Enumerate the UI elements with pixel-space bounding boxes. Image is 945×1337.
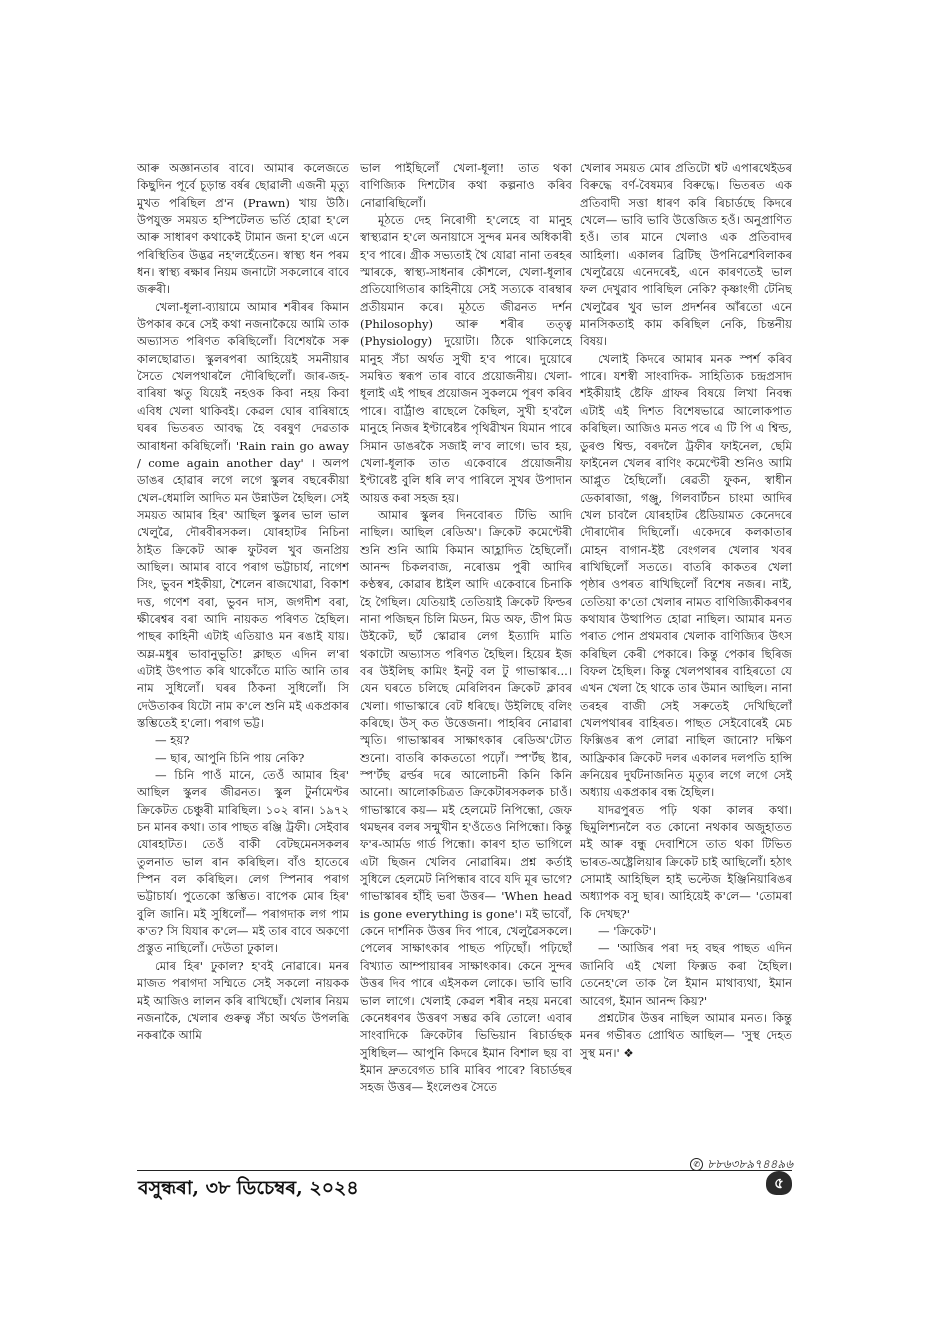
phone-number: ৮৮৬৩৮৯৭৪৪৯৬ (707, 1157, 793, 1171)
text-column-3 (580, 160, 792, 1152)
paragraph: আমাৰ স্কুলৰ দিনবোৰত টিভি আদি নাছিল। আছিল ৰেডিঅ'। ক্ৰিকেট কমেণ্টেৰী শুনি শুনি আমি কিমান আহ্লাদিত হৈছিলোঁ। আনন্দ চিকলবাজ, নৰোত্তম পুৰী আদিৰ কণ্ঠস্বৰ, কোৱাৰ ষ্টাইল আদি একেবাৰে চিনাকি হৈ গৈছিল। যেতিয়াই তেতিয়াই ক্ৰিকেট ফিল্ডৰ নানা পজিছন চিলি মিডন, মিড অফ, ডীপ মিড উইকেট, ছৰ্ট স্কোৱাৰ লেগ ইত্যাদি মাতি থকাটো অভ্যাসত পৰিণত হৈছিল। হিয়েৰ ইজ বৰ উইলিছ কামিং ইনটু বল টু গাভাস্কাৰ...। যেন ঘৰতে চলিছে মেৰিলিবন ক্ৰিকেট ক্লাবৰ খেলা। গাভাস্কাৰে বেট ধৰিছে। উইলিছে বলিং কৰিছে। উস্ কত উত্তেজনা। পাহৰিব নোৱাৰা স্মৃতি। গাভাস্কাৰৰ সাক্ষাৎকাৰ ৰেডিঅ'টোত শুনো। বাতৰি কাকততো পঢ়োঁ। স্প'ৰ্টছ ষ্টাৰ, স্প'ৰ্টছ ৱৰ্ল্ডৰ দৰে আলোচনী কিনি কিনি আনো। আলোকচিত্ৰত ক্ৰিকেটাৰসকলক চাওঁ। গাভাস্কাৰে কয়— মই হেলমেট নিপিন্ধো, জেফ থমছনৰ বলৰ সন্মুখীন হ'ওঁতেও নিপিন্ধো। কিন্তু ফ'ৰ-আৰ্মড গাৰ্ড পিন্ধো। কাৰণ হাত ভাগিলে এটা ছিজন খেলিব নোৱাৰিম। প্ৰশ্ন কৰ্তাই সুধিলে হেলমেট নিপিন্ধাৰ বাবে যদি মূৰ ভাগে? গাভাস্কাৰৰ হাঁহি ভৰা উত্তৰ— 'When head is gone everything is gone'। মই ভাবোঁ, কেনে দাৰ্শনিক উত্তৰ দিব পাৰে, খেলুৱৈসকলে। পেলেৰ সাক্ষাৎকাৰ পাছত পঢ়িছোঁ। পঢ়িছোঁ বিখ্যাত আম্পায়াৰৰ সাক্ষাৎকাৰ। কেনে সুন্দৰ উত্তৰ দিব পাৰে এইসকল লোকে। ভাবি ভাবি ভাল লাগে। খেলাই কেৱল শৰীৰ নহয় মনৰো কেনেধৰণৰ উত্তৰণ সম্ভৱ কৰি তোলে! এবাৰ সাংবাদিকে ক্ৰিকেটাৰ ভিভিয়ান ৰিচাৰ্ডছক সুধিছিল— আপুনি কিদৰে ইমান বিশাল ছয় বা ইমান দ্ৰুতবেগত চাৰি মাৰিব পাৰে? ৰিচাৰ্ডছৰ সহজ উত্তৰ— ইংলেণ্ডৰ সৈতে (360, 507, 572, 1095)
paragraph: খেলাই কিদৰে আমাৰ মনক স্পৰ্শ কৰিব পাৰে। যশস্বী সাংবাদিক- সাহিত্যিক চন্দ্ৰপ্ৰসাদ শইকীয়াই ষ্টেফি গ্ৰাফৰ বিষয়ে লিখা নিবন্ধ এটাই এই দিশত বিশেষভাৱে আলোকপাত কৰিছিল। আজিও মনত পৰে এ টি পি এ শ্বিল্ড, ডুৰণ্ড শ্বিল্ড, বৰদলৈ ট্ৰফীৰ ফাইনেল, ছেমি ফাইনেল খেলৰ ৰাণিং কমেণ্টেৰী শুনিও আমি আপ্লুত হৈছিলোঁ। ৰেৱতী ফুকন, স্বাধীন ডেকাৰাজা, গঞ্জু, গিলবাৰ্টচন চাংমা আদিৰ খেল চাবলৈ যোৰহাটৰ ষ্টেডিয়ামত কেনেদৰে দৌৰাদৌৰ দিছিলোঁ। একেদৰে কলকাতাৰ মোহন বাগান-ইষ্ট বেংগলৰ খেলাৰ খবৰ ৰাখিছিলোঁ সততে। বাতৰি কাকতৰ খেলা পৃষ্ঠাৰ ওপৰত ৰাখিছিলোঁ বিশেষ নজৰ। নাই, তেতিয়া ক'তো খেলাৰ নামত বাণিজ্যিকীকৰণৰ কথাযাৰ উত্থাপিত হোৱা নাছিল। আমাৰ মনত পৰাত পোন প্ৰথমবাৰ খেলাক বাণিজ্যিৰ উৎস কৰিছিল কেৰী পেকাৰে। কিন্তু পেকাৰ ছিৰিজ বিফল হৈছিল। কিন্তু খেলপথাৰৰ বাহিৰতো যে এখন খেলা হৈ থাকে তাৰ উমান আছিল। নানা তৰহৰ বাজী সেই সৰুতেই দেখিছিলোঁ খেলপথাৰৰ বাহিৰত। পাছত সেইবোৰেই মেচ ফিক্সিঙৰ ৰূপ লোৱা নাছিল জানো? দক্ষিণ আফ্ৰিকাৰ ক্ৰিকেট দলৰ একালৰ দলপতি হান্সি ক্ৰনিয়েৰ দুৰ্ঘটনাজনিত মৃত্যুৰ লগে লগে সেই অধ্যায় একপ্ৰকাৰ বন্ধ হৈছিল। (580, 351, 792, 800)
paragraph: — হয়? (155, 733, 190, 748)
paragraph: প্ৰশ্নটোৰ উত্তৰ নাছিল আমাৰ মনত। কিন্তু মনৰ গভীৰত প্ৰোথিত আছিল— 'সুস্থ দেহত সুস্থ মন।' ❖ (580, 1010, 792, 1060)
paragraph: আৰু অজ্ঞানতাৰ বাবে। আমাৰ কলেজতে কিছুদিন পূৰ্বে চূড়ান্ত বৰ্ষৰ ছোৱালী এজনী মৃত্যু মুখত পৰিছিল প্ৰ'ন (Prawn) খায় উঠি। উপযুক্ত সময়ত হস্পিটেলত ভৰ্তি হোৱা হ'লে আৰু সাধাৰণ কথাকেই টামান জনা হ'লে এনে পৰিস্থিতিৰ উদ্ভৱ নহ'লহেঁতেন। স্বাস্থ্য ধন পৰম ধন। স্বাস্থ্য ৰক্ষাৰ নিয়ম জনাটো সকলোৰে বাবে জৰুৰী। (137, 161, 349, 297)
paragraph: মোৰ হিৰ' ঢুকাল? হ'বই নোৱাৰে। মনৰ মাজত পৰাগদা সম্মিতে সেই সকলো নায়কক মই আজিও লালন কৰি ৰাখিছোঁ। খেলাৰ নিয়ম নজনাকৈ, খেলাৰ গুৰুত্ব সঁচা অৰ্থত উপলব্ধি নকৰাকৈ আমি (137, 958, 349, 1043)
text-column-1 (137, 160, 349, 1170)
paragraph: — ছাৰ, আপুনি চিনি পায় নেকি? (155, 750, 305, 765)
paragraph: — 'ক্ৰিকেট'। (598, 924, 656, 939)
paragraph: খেলা-ধূলা-ব্যায়ামে আমাৰ শৰীৰৰ কিমান উপকাৰ কৰে সেই কথা নজনাকৈয়ে আমি তাক অভ্যাসত পৰিণত কৰিছিলোঁ। বিশেষকৈ সৰু কালছোৱাত। স্কুলৰপৰা আহিয়েই সমনীয়াৰ সৈতে খেলপথাৰলৈ দৌৰিছিলোঁ। জাৰ-জহ-বাৰিষা ঋতু যিয়েই নহওক কিবা নহয় কিবা এবিধ খেলা থাকিবই। কেৱল ঘোৰ বাৰিষাহে ঘৰৰ ভিতৰত আবদ্ধ হৈ বৰষুণ দেৱতাক আৰাধনা কৰিছিলোঁ। 'Rain rain go away / come again another day' । অলপ ডাঙৰ হোৱাৰ লগে লগে স্কুলৰ বছৰেকীয়া খেল-ধেমালি আদিত মন উন্নাউল হৈছিল। সেই সময়ত আমাৰ হিৰ' আছিল স্কুলৰ ভাল ভাল খেলুৱৈ, দৌৰবীৰসকল। যোৰহাটৰ নিচিনা ঠাইত ক্ৰিকেট আৰু ফুটবল খুব জনপ্ৰিয় আছিল। আমাৰ বাবে পৰাগ ভট্টাচাৰ্য, নাগেশ সিং, ভুবন শইকীয়া, শৈলেন ৰাজখোৱা, বিকাশ দত্ত, গণেশ বৰা, ভুবন দাস, জগদীশ বৰা, ক্ষীৰেশ্বৰ বৰা আদি নায়কত পৰিণত হৈছিল। পাছৰ কাহিনী এটাই এতিয়াও মন ৰঙাই যায়। অম্ল-মধুৰ ভাবানুভূতি! ক্লাছত এদিন ল'ৰা এটাই উৎপাত কৰি থাকোঁতে মাতি আনি তাৰ নাম সুধিলোঁ। ঘৰৰ ঠিকনা সুধিলোঁ। সি দেউতাকৰ যিটো নাম ক'লে শুনি মই একপ্ৰকাৰ স্তম্ভিতেই হ'লো। পৰাগ ভট্ট। (137, 299, 349, 730)
paragraph: মূঠতে দেহ নিৰোগী হ'লেহে বা মানুহ স্বাস্থ্যৱান হ'লে অনায়াসে সুন্দৰ মনৰ অধিকাৰী হ'ব পাৰে। গ্ৰীক সভ্যতাই থৈ যোৱা নানা তৰহৰ স্মাৰকে, স্বাস্থ্য-সাধনাৰ কৌশলে, খেলা-ধূলাৰ প্ৰতিযোগিতাৰ কাহিনীয়ে সেই সত্যকে বাৰম্বাৰ প্ৰতীয়মান কৰে। মূঠতে জীৱনত দৰ্শন (Philosophy) আৰু শৰীৰ তত্ত্ব (Physiology) দুয়োটা। ঠিকে থাকিলেহে মানুহ সঁচা অৰ্থত সুখী হ'ব পাৰে। দুয়োৰে সমন্বিত স্বৰূপ তাৰ বাবে প্ৰয়োজনীয়। খেলা-ধূলাই এই পাছৰ প্ৰয়োজন সুকলমে পূৰণ কৰিব পাৰে। বাৰ্ট্ৰাণ্ড ৰাছেলে কৈছিল, সুখী হ'বলৈ মানুহে নিজৰ ইণ্টাৰেষ্টৰ পৃথিৱীখন যিমান পাৰে সিমান ডাঙৰকৈ সজাই ল'ব লাগে। ভাব হয়, খেলা-ধূলাক তাত একেবাৰে প্ৰয়োজনীয় ইণ্টাৰেষ্ট বুলি ধৰি ল'ব পাৰিলে সুখৰ উপাদান আয়ত্ত কৰা সহজ হয়। (360, 213, 572, 505)
paragraph: — চিনি পাওঁ মানে, তেওঁ আমাৰ হিৰ' আছিল স্কুলৰ জীৱনত। স্কুল টুৰ্নামেণ্টৰ ক্ৰিকেটত চেঞ্চুৰী মাৰিছিল। ১০২ ৰান। ১৯৭২ চন মানৰ কথা। তাৰ পাছত ৰঞ্জি ট্ৰফী। সেইবাৰ যোৰহাটত। তেওঁ বাকী বেটছমেনসকলৰ তুলনাত ভাল ৰান কৰিছিল। বাঁও হাতেৰে স্পিন বল কৰিছিল। লেগ স্পিনাৰ পৰাগ ভট্টাচাৰ্য। পুতেকো স্তম্ভিত। বাপেক মোৰ হিৰ' বুলি জানি। মই সুধিলোঁ— পৰাগদাক লগ পাম ক'ত? সি যিযাৰ ক'লে— মই তাৰ বাবে অকণো প্ৰস্তুত নাছিলোঁ। দেউতা ঢুকাল। (137, 768, 349, 956)
footer-masthead: বসুন্ধৰা, ৩৮ ডিচেম্বৰ, ২০২৪ (138, 1177, 359, 1199)
text-column-2 (360, 160, 572, 1170)
paragraph: খেলাৰ সময়ত মোৰ প্ৰতিটো শ্বট এপাৰথেইডৰ বিৰুদ্ধে বৰ্ণ-বৈষম্যৰ বিৰুদ্ধে। ভিতৰত এক প্ৰতিবাদী সত্তা ধাৰণ কৰি ৰিচাৰ্ডছে কিদৰে খেলে— ভাবি ভাবি উত্তেজিত হওঁ। অনুপ্ৰাণিত হওঁ। তাৰ মানে খেলাও এক প্ৰতিবাদৰ আহিলা। একালৰ ব্ৰিটিছ উপনিৱেশবিলাকৰ খেলুৱৈয়ে এনেদৰেই, এনে কাৰণতেই ভাল ফল দেখুৱাব পাৰিছিল নেকি? কৃষ্ণাংগী টেনিছ খেলুৱৈৰ খুব ভাল প্ৰদৰ্শনৰ আঁৰতো এনে মানসিকতাই কাম কৰিছিল নেকি, চিন্তনীয় বিষয়। (580, 161, 792, 349)
phone-icon: ✆ (690, 1158, 703, 1171)
paragraph: ভাল পাইছিলোঁ খেলা-ধূলা! তাত থকা বাণিজ্যিক দিশটোৰ কথা কল্পনাও কৰিব নোৱাৰিছিলোঁ। (360, 161, 572, 210)
footer-rule (137, 1170, 792, 1171)
page-number: ৫ (766, 1171, 792, 1195)
paragraph: — 'আজিৰ পৰা দহ বছৰ পাছত এদিন জানিবি এই খেলা ফিক্সড কৰা হৈছিল। তেনেহ'লে তাক লৈ ইমান মাথাব্যথা, ইমান আবেগ, ইমান আনন্দ কিয়?' (580, 941, 792, 1008)
paragraph: যাদৱপুৰত পঢ়ি থকা কালৰ কথা। ছিমুলিশ্যনলৈ বত কোনো নথকাৰ অজুহাতত মই আৰু বন্ধু দেবাশিসে তাত থকা টিভিত ভাৰত-অষ্ট্ৰেলিয়াৰ ক্ৰিকেট চাই আছিলোঁ। হঠাৎ সোমাই আহিছিল হাই ভল্টেজ ইঞ্জিনিয়াৰিঙৰ অধ্যাপক বসু ছাৰ। আহিয়েই ক'লে— 'তোমৰা কি দেখছ?' (580, 802, 792, 921)
